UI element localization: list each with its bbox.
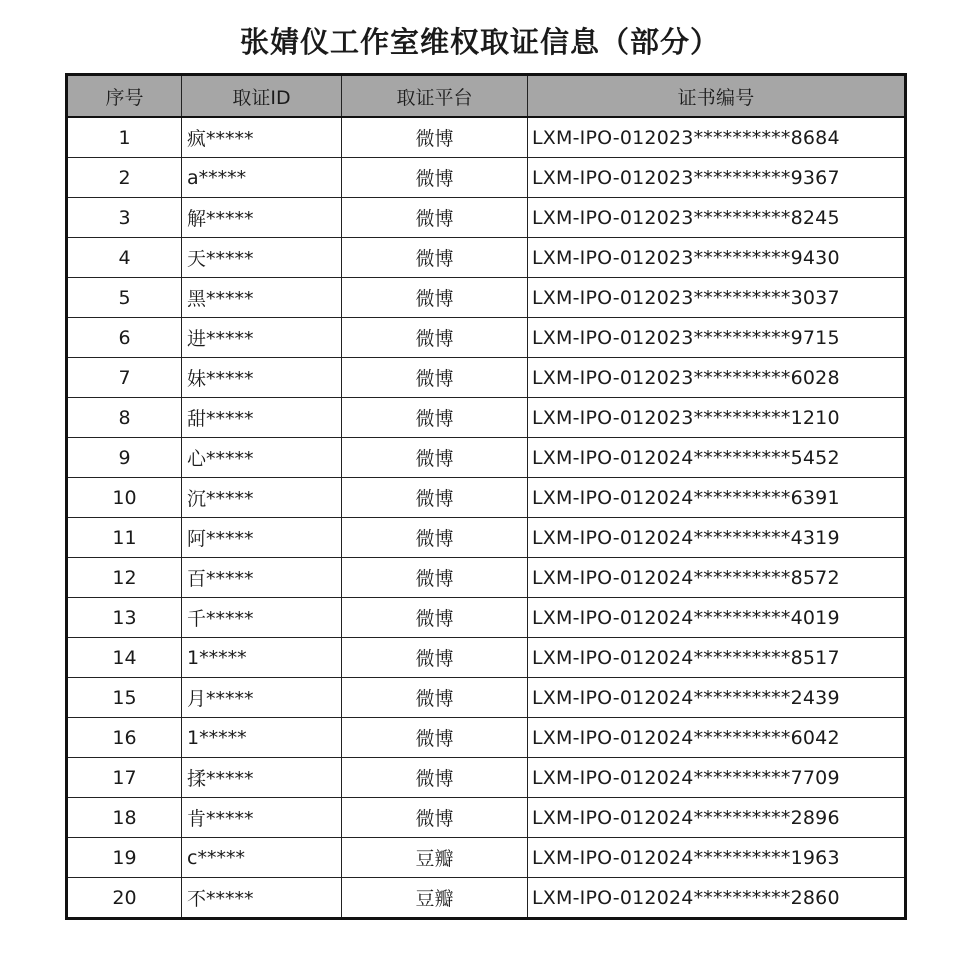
evidence-table: [65, 73, 907, 920]
row-num: 9: [67, 438, 182, 478]
row-cert: LXM-IPO-012023**********8684: [528, 117, 906, 158]
table-row: [67, 438, 906, 478]
table-row: [67, 158, 906, 198]
row-num: 3: [67, 198, 182, 238]
row-cert: LXM-IPO-012024**********1963: [528, 838, 906, 878]
table-header: [67, 75, 906, 118]
row-id: 百*****: [182, 558, 342, 598]
row-cert: LXM-IPO-012023**********6028: [528, 358, 906, 398]
row-id: 1*****: [182, 638, 342, 678]
row-id: 千*****: [182, 598, 342, 638]
row-num: 15: [67, 678, 182, 718]
row-platform: 微博: [342, 398, 528, 438]
header-platform: 取证平台: [342, 75, 528, 118]
row-num: 16: [67, 718, 182, 758]
table-row: [67, 838, 906, 878]
table-row: [67, 758, 906, 798]
header-row: [67, 75, 906, 118]
row-id: 1*****: [182, 718, 342, 758]
row-id: 疯*****: [182, 117, 342, 158]
row-id: c*****: [182, 838, 342, 878]
row-id: 进*****: [182, 318, 342, 358]
row-cert: LXM-IPO-012024**********2439: [528, 678, 906, 718]
table-row: [67, 598, 906, 638]
row-id: 阿*****: [182, 518, 342, 558]
row-id: a*****: [182, 158, 342, 198]
row-num: 8: [67, 398, 182, 438]
row-cert: LXM-IPO-012023**********3037: [528, 278, 906, 318]
table-row: [67, 238, 906, 278]
row-platform: 微博: [342, 478, 528, 518]
table-row: [67, 638, 906, 678]
row-cert: LXM-IPO-012024**********2860: [528, 878, 906, 919]
row-platform: 微博: [342, 798, 528, 838]
row-cert: LXM-IPO-012023**********1210: [528, 398, 906, 438]
row-platform: 微博: [342, 158, 528, 198]
table-row: [67, 478, 906, 518]
table-body: [67, 117, 906, 919]
row-num: 17: [67, 758, 182, 798]
row-num: 1: [67, 117, 182, 158]
table-row: [67, 798, 906, 838]
row-num: 6: [67, 318, 182, 358]
table-row: [67, 278, 906, 318]
row-platform: 豆瓣: [342, 878, 528, 919]
row-platform: 微博: [342, 758, 528, 798]
row-id: 天*****: [182, 238, 342, 278]
row-cert: LXM-IPO-012024**********8517: [528, 638, 906, 678]
header-cert: 证书编号: [528, 75, 906, 118]
row-cert: LXM-IPO-012024**********2896: [528, 798, 906, 838]
row-platform: 豆瓣: [342, 838, 528, 878]
table-row: [67, 318, 906, 358]
row-num: 12: [67, 558, 182, 598]
row-cert: LXM-IPO-012024**********8572: [528, 558, 906, 598]
table-row: [67, 358, 906, 398]
row-cert: LXM-IPO-012024**********6042: [528, 718, 906, 758]
table-row: [67, 718, 906, 758]
row-num: 11: [67, 518, 182, 558]
row-num: 7: [67, 358, 182, 398]
row-id: 甜*****: [182, 398, 342, 438]
row-cert: LXM-IPO-012023**********8245: [528, 198, 906, 238]
row-cert: LXM-IPO-012024**********4019: [528, 598, 906, 638]
table-row: [67, 678, 906, 718]
row-num: 4: [67, 238, 182, 278]
header-id: 取证ID: [182, 75, 342, 118]
table-row: [67, 398, 906, 438]
row-num: 10: [67, 478, 182, 518]
row-platform: 微博: [342, 678, 528, 718]
row-platform: 微博: [342, 198, 528, 238]
row-num: 18: [67, 798, 182, 838]
row-num: 14: [67, 638, 182, 678]
row-cert: LXM-IPO-012024**********7709: [528, 758, 906, 798]
row-cert: LXM-IPO-012024**********4319: [528, 518, 906, 558]
row-num: 13: [67, 598, 182, 638]
page-title: 张婧仪工作室维权取证信息（部分）: [239, 25, 720, 59]
row-platform: 微博: [342, 598, 528, 638]
row-num: 20: [67, 878, 182, 919]
row-id: 黑*****: [182, 278, 342, 318]
row-cert: LXM-IPO-012023**********9367: [528, 158, 906, 198]
row-platform: 微博: [342, 318, 528, 358]
row-platform: 微博: [342, 117, 528, 158]
row-platform: 微博: [342, 518, 528, 558]
header-num: 序号: [67, 75, 182, 118]
table-row: [67, 117, 906, 158]
row-num: 19: [67, 838, 182, 878]
table-row: [67, 878, 906, 919]
row-cert: LXM-IPO-012023**********9430: [528, 238, 906, 278]
row-id: 解*****: [182, 198, 342, 238]
row-id: 不*****: [182, 878, 342, 919]
row-id: 妹*****: [182, 358, 342, 398]
row-id: 沉*****: [182, 478, 342, 518]
row-id: 心*****: [182, 438, 342, 478]
row-cert: LXM-IPO-012024**********6391: [528, 478, 906, 518]
row-platform: 微博: [342, 358, 528, 398]
row-platform: 微博: [342, 238, 528, 278]
row-cert: LXM-IPO-012023**********9715: [528, 318, 906, 358]
row-platform: 微博: [342, 718, 528, 758]
row-id: 月*****: [182, 678, 342, 718]
row-platform: 微博: [342, 278, 528, 318]
table-row: [67, 198, 906, 238]
table-row: [67, 558, 906, 598]
row-num: 2: [67, 158, 182, 198]
row-id: 揉*****: [182, 758, 342, 798]
row-platform: 微博: [342, 558, 528, 598]
row-id: 肯*****: [182, 798, 342, 838]
row-num: 5: [67, 278, 182, 318]
table-row: [67, 518, 906, 558]
row-platform: 微博: [342, 638, 528, 678]
row-cert: LXM-IPO-012024**********5452: [528, 438, 906, 478]
row-platform: 微博: [342, 438, 528, 478]
